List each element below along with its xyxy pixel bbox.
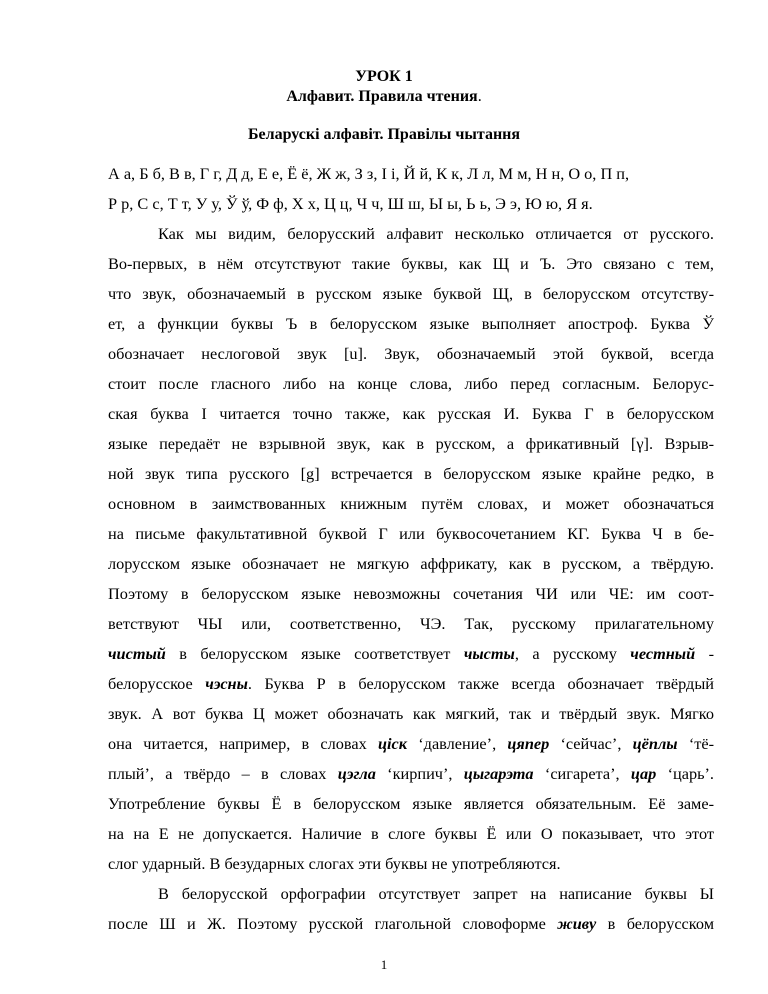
text-line: что звук, обозначаемый в русском языке буквой Щ, в белорусском отсутству- bbox=[108, 284, 714, 303]
example-word: цёплы bbox=[632, 734, 678, 753]
page-number: 1 bbox=[380, 957, 388, 972]
text-line: лорусском языке обозначает не мягкую аффрикату, как в русском, а твёрдую. bbox=[108, 554, 714, 573]
alphabet-line: А а, Б б, В в, Г г, Д д, Е е, Ё ё, Ж ж, З з, І і, Й й, К к, Л л, М м, Н н, О о, П п, bbox=[108, 164, 630, 183]
subtitle-belarusian: Беларускі алфавіт. Правілы чытання bbox=[247, 126, 521, 143]
text-line: Употребление буквы Ё в белорусском языке является обязательным. Её заме- bbox=[108, 794, 714, 813]
text-line: языке передаёт не взрывной звук, как в русском, а фрикативный [γ]. Взрыв- bbox=[108, 434, 714, 453]
title-dot: . bbox=[477, 88, 482, 105]
example-word: чистый bbox=[108, 644, 166, 663]
text-line: после Ш и Ж. Поэтому русской глагольной словоформе живу в белорусском bbox=[108, 914, 715, 933]
text-line: ет, а функции буквы Ъ в белорусском языке выполняет апостроф. Буква Ў bbox=[108, 314, 714, 333]
example-word: цыгарэта bbox=[463, 764, 534, 783]
text-line: ская буква І читается точно также, как русская И. Буква Г в белорусском bbox=[108, 404, 714, 423]
example-word: чэсны bbox=[205, 674, 248, 693]
example-word: чысты bbox=[463, 644, 515, 663]
text-line: стоит после гласного либо на конце слова, либо перед согласным. Белорус- bbox=[108, 374, 714, 393]
text-line: на на Е не допускается. Наличие в слоге буквы Ё или О показывает, что этот bbox=[108, 824, 714, 843]
text-line: она читается, например, в словах ціск ‘давление’, цяпер ‘сейчас’, цёплы ‘тё- bbox=[108, 734, 715, 753]
page-title bbox=[0, 88, 768, 106]
example-word: живу bbox=[557, 914, 597, 933]
example-word: цар bbox=[630, 764, 657, 783]
example-word: цяпер bbox=[507, 734, 550, 753]
text-line: чистый в белорусском языке соответствует чысты, а русскому честный - bbox=[108, 644, 714, 663]
text-line: ветствуют ЧЫ или, соответственно, ЧЭ. Так, русскому прилагательному bbox=[108, 614, 714, 633]
text-line: на письме факультативной буквой Г или буквосочетанием КГ. Буква Ч в бе- bbox=[108, 524, 714, 543]
text-line: В белорусской орфографии отсутствует запрет на написание буквы Ы bbox=[158, 884, 714, 903]
title-main: Алфавит. Правила чтения bbox=[286, 88, 478, 105]
text-line: слог ударный. В безударных слогах эти буквы не употребляются. bbox=[108, 854, 561, 873]
example-word: ціск bbox=[377, 734, 408, 753]
alphabet-line: Р р, С с, Т т, У у, Ў ў, Ф ф, Х х, Ц ц, Ч ч, Ш ш, Ы ы, Ь ь, Э э, Ю ю, Я я. bbox=[108, 194, 593, 213]
text-line: Во-первых, в нём отсутствуют такие буквы, как Щ и Ъ. Это связано с тем, bbox=[108, 254, 714, 273]
text-line: основном в заимствованных книжным путём словах, и может обозначаться bbox=[108, 494, 714, 513]
text-line: ной звук типа русского [g] встречается в белорусском языке крайне редко, в bbox=[108, 464, 714, 483]
text-line: белорусское чэсны. Буква Р в белорусском также всегда обозначает твёрдый bbox=[108, 674, 714, 693]
text-line: обозначает неслоговой звук [u]. Звук, обозначаемый этой буквой, всегда bbox=[108, 344, 714, 363]
text-line: плый’, а твёрдо – в словах цэгла ‘кирпич’, цыгарэта ‘сигарета’, цар ‘царь’. bbox=[108, 764, 714, 783]
example-word: честный bbox=[630, 644, 696, 663]
text-line: звук. А вот буква Ц может обозначать как мягкий, так и твёрдый звук. Мягко bbox=[108, 704, 714, 723]
example-word: цэгла bbox=[337, 764, 376, 783]
lesson-heading: УРОК 1 bbox=[355, 68, 413, 85]
text-line: Как мы видим, белорусский алфавит несколько отличается от русского. bbox=[158, 224, 714, 243]
text-line: Поэтому в белорусском языке невозможны сочетания ЧИ или ЧЕ: им соот- bbox=[108, 584, 714, 603]
